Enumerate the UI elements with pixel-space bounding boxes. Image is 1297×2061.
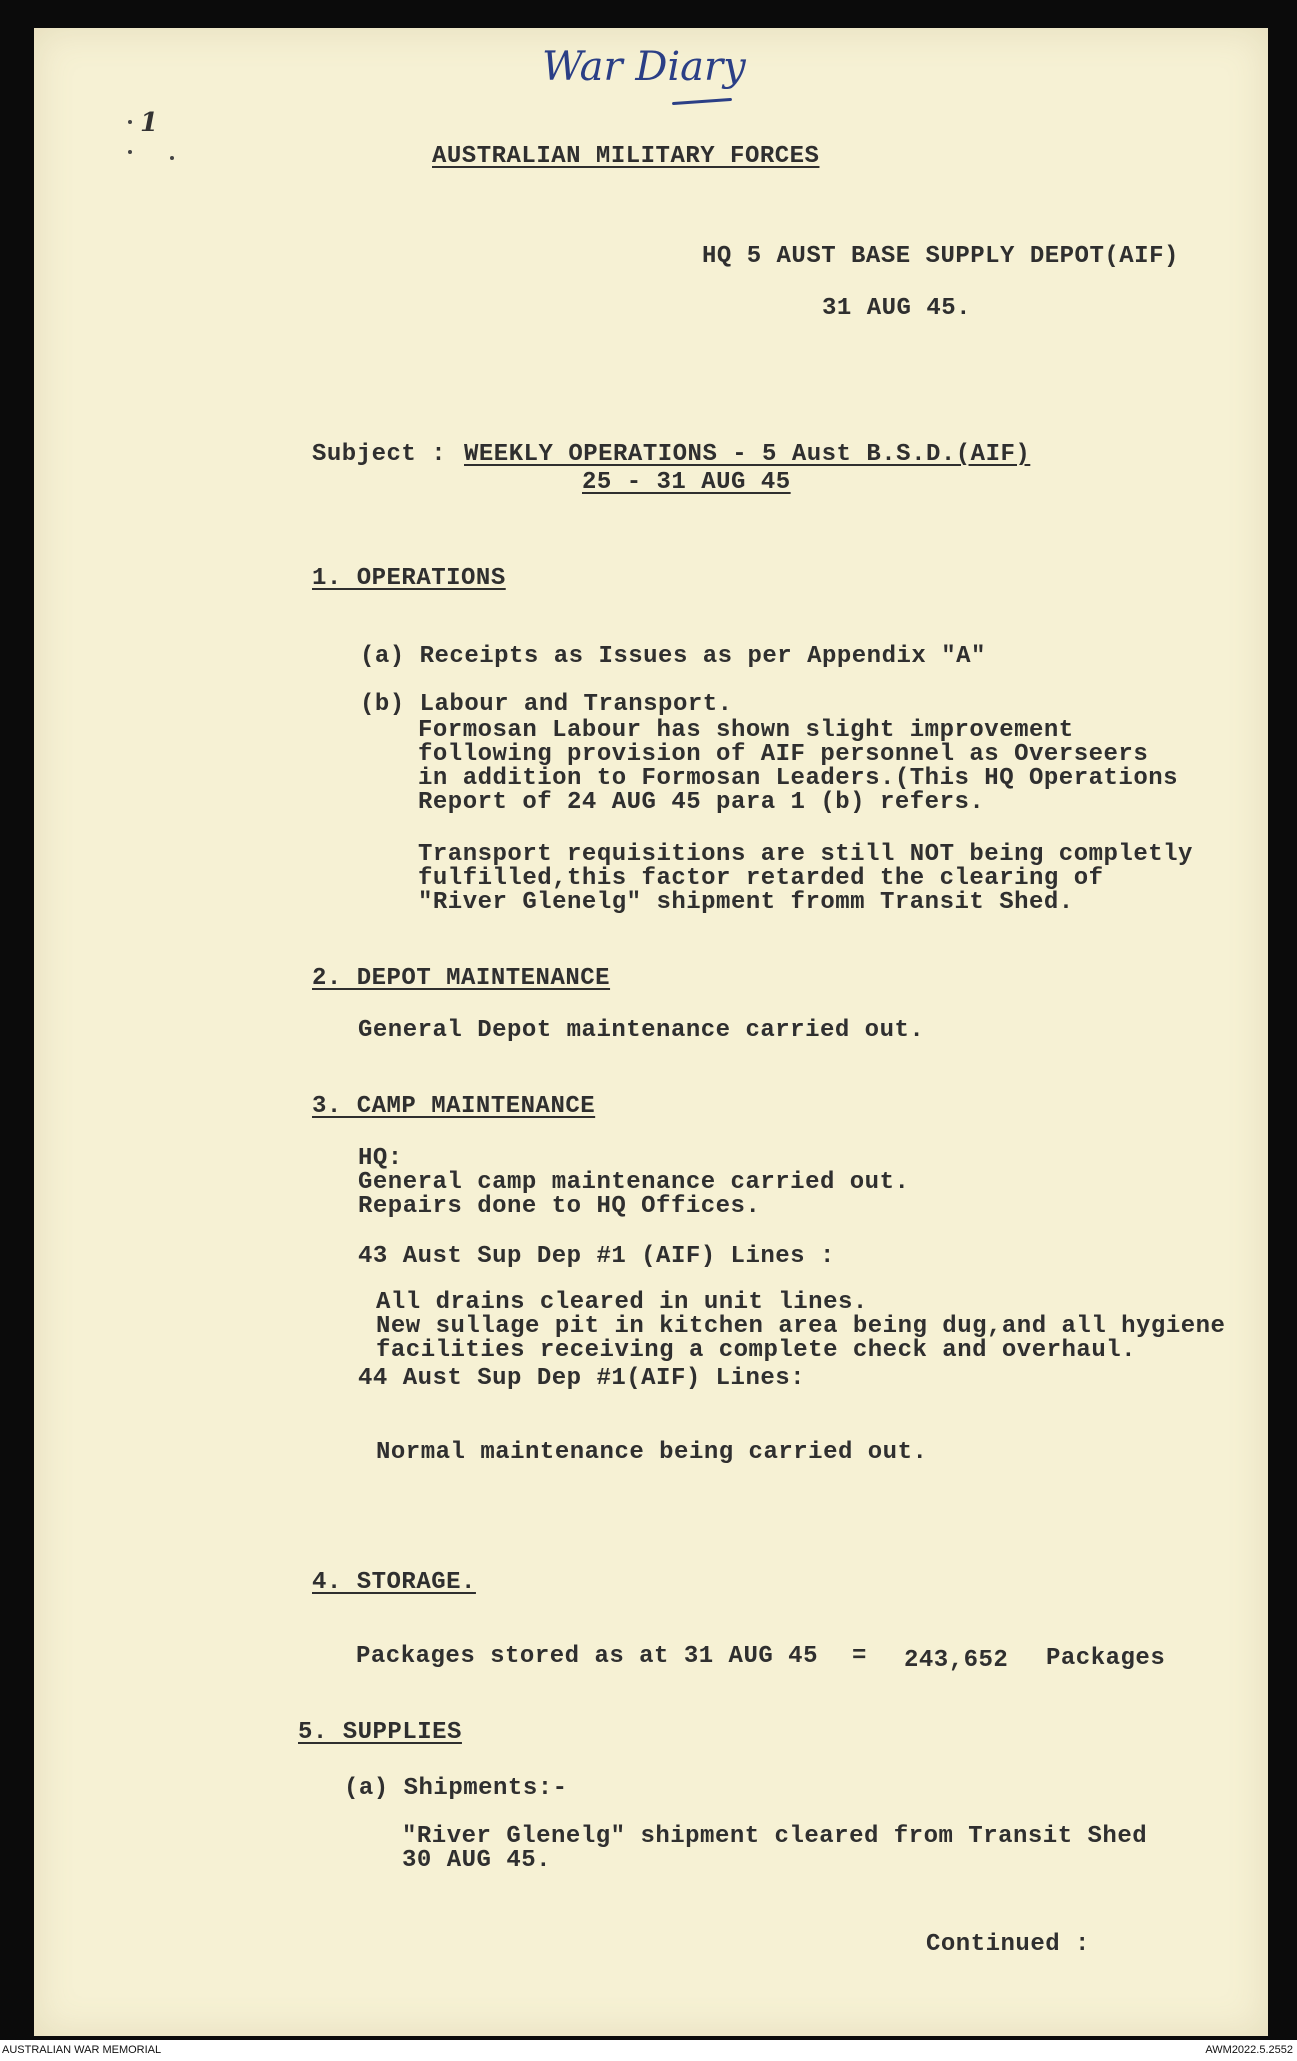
handwritten-annotation: War Diary <box>542 44 746 90</box>
section-3-lines-44-text: Normal maintenance being carried out. <box>376 1439 928 1466</box>
section-1b2-line: fulfilled,this factor retarded the clearing of <box>418 865 1104 892</box>
punch-mark <box>128 150 132 154</box>
continued-note: Continued : <box>926 1931 1090 1958</box>
section-1b-line: Formosan Labour has shown slight improvement <box>418 717 1074 744</box>
subject-label: Subject : <box>312 441 447 468</box>
section-1a-text: (a) Receipts as Issues as per Appendix "A" <box>360 643 986 670</box>
section-4-value: 243,652 <box>904 1647 1009 1674</box>
punch-mark <box>128 120 132 124</box>
section-1b2-line: Transport requisitions are still NOT being completly <box>418 841 1193 868</box>
section-1b-title: (b) Labour and Transport. <box>360 691 733 718</box>
page-mark: 1 <box>140 108 159 138</box>
section-3-lines-43-line: All drains cleared in unit lines. <box>376 1289 868 1316</box>
document-page <box>34 28 1268 2036</box>
section-3-lines-44-label: 44 Aust Sup Dep #1(AIF) Lines: <box>358 1365 806 1392</box>
punch-mark <box>170 156 174 160</box>
section-5-line: 30 AUG 45. <box>402 1847 552 1874</box>
footer-catalogue-id: AWM2022.5.2552 <box>1205 2044 1293 2056</box>
section-1b-line: Report of 24 AUG 45 para 1 (b) refers. <box>418 789 985 816</box>
section-5-line: "River Glenelg" shipment cleared from Transit Shed <box>402 1823 1148 1850</box>
section-4-text: Packages stored as at 31 AUG 45 <box>356 1643 818 1670</box>
section-4-unit: Packages <box>1046 1645 1166 1672</box>
section-3-hq-line: General camp maintenance carried out. <box>358 1169 910 1196</box>
section-2-text: General Depot maintenance carried out. <box>358 1017 925 1044</box>
org-title: AUSTRALIAN MILITARY FORCES <box>432 143 820 170</box>
section-5-heading: 5. SUPPLIES <box>298 1719 462 1746</box>
handwritten-underline <box>672 98 732 105</box>
section-1-heading: 1. OPERATIONS <box>312 565 506 592</box>
unit-name: HQ 5 AUST BASE SUPPLY DEPOT(AIF) <box>702 243 1179 270</box>
section-1b-line: in addition to Formosan Leaders.(This HQ Operations <box>418 765 1179 792</box>
footer-institution: AUSTRALIAN WAR MEMORIAL <box>2 2044 162 2056</box>
section-3-hq-line: Repairs done to HQ Offices. <box>358 1193 761 1220</box>
section-1b-line: following provision of AIF personnel as Overseers <box>418 741 1149 768</box>
section-4-heading: 4. STORAGE. <box>312 1569 476 1596</box>
section-3-lines-43-label: 43 Aust Sup Dep #1 (AIF) Lines : <box>358 1243 835 1270</box>
section-2-heading: 2. DEPOT MAINTENANCE <box>312 965 611 992</box>
section-4-equals: = <box>852 1643 867 1670</box>
document-date: 31 AUG 45. <box>822 295 972 322</box>
section-3-lines-43-line: New sullage pit in kitchen area being dug,and all hygiene <box>376 1313 1226 1340</box>
subject-period: 25 - 31 AUG 45 <box>582 469 791 496</box>
subject-title: WEEKLY OPERATIONS - 5 Aust B.S.D.(AIF) <box>464 441 1031 468</box>
section-3-hq-label: HQ: <box>358 1145 403 1172</box>
section-3-heading: 3. CAMP MAINTENANCE <box>312 1093 596 1120</box>
section-1b2-line: "River Glenelg" shipment fromm Transit Shed. <box>418 889 1074 916</box>
section-3-lines-43-line: facilities receiving a complete check and overhaul. <box>376 1337 1137 1364</box>
section-5a-text: (a) Shipments:- <box>344 1775 568 1802</box>
